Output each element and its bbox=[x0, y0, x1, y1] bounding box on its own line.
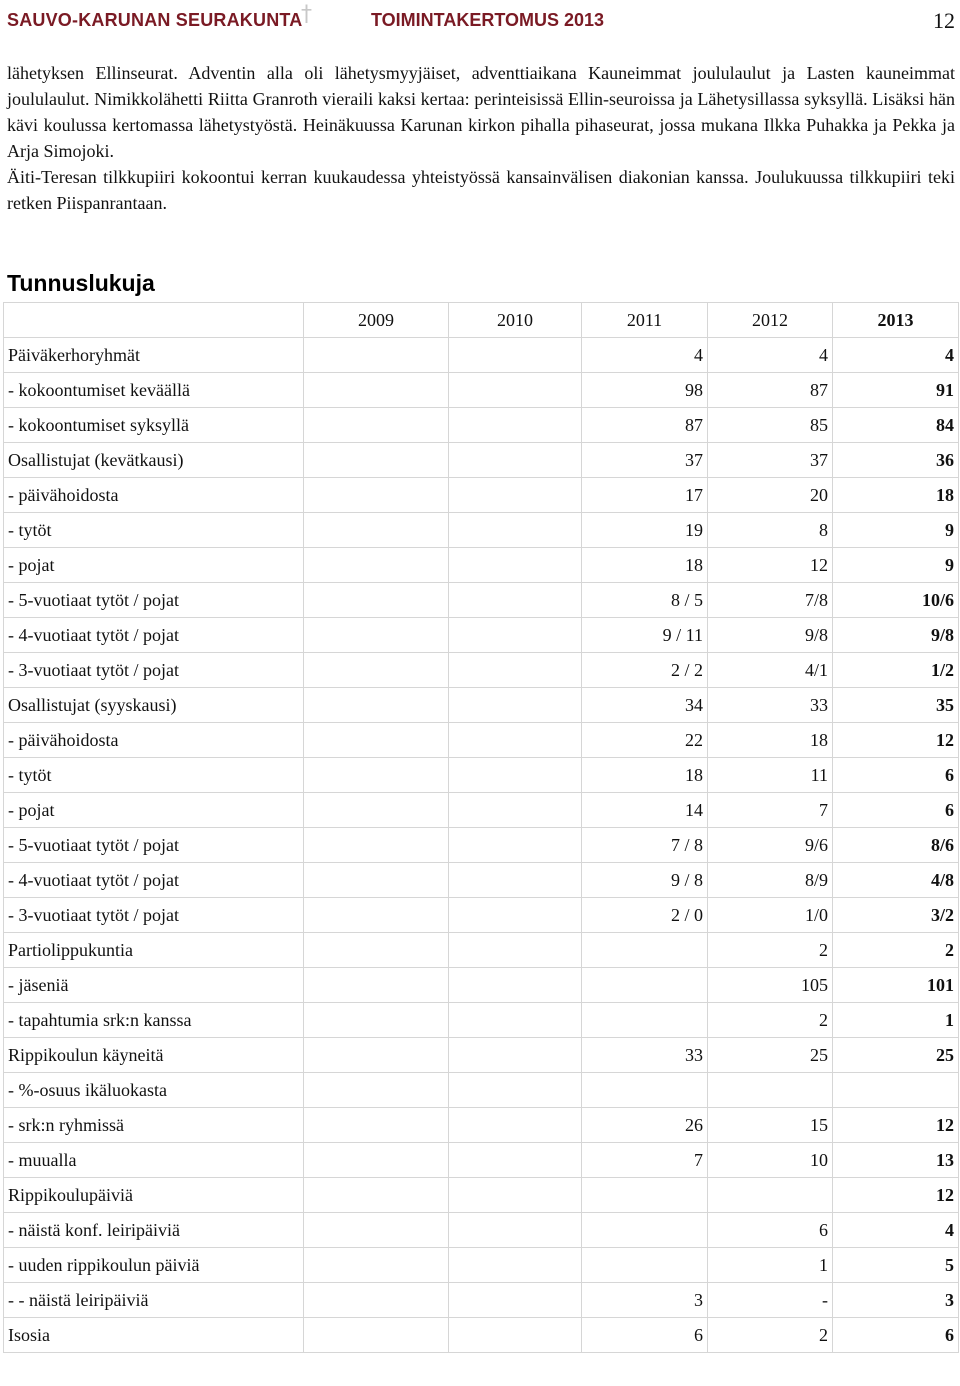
value-cell-2009 bbox=[304, 688, 449, 723]
value-cell-2010 bbox=[449, 723, 582, 758]
value-cell-2013: 8/6 bbox=[833, 828, 959, 863]
value-cell-2012: 105 bbox=[708, 968, 833, 1003]
table-row bbox=[4, 513, 959, 548]
value-cell-2009 bbox=[304, 618, 449, 653]
value-cell-2013: 9 bbox=[833, 548, 959, 583]
value-cell-2009 bbox=[304, 723, 449, 758]
row-label: - 3-vuotiaat tytöt / pojat bbox=[4, 653, 304, 688]
table-row bbox=[4, 1143, 959, 1178]
table-row bbox=[4, 1178, 959, 1213]
table-row bbox=[4, 1318, 959, 1353]
value-cell-2009 bbox=[304, 1248, 449, 1283]
value-cell-2010 bbox=[449, 408, 582, 443]
value-cell-2011: 7 bbox=[582, 1143, 708, 1178]
value-cell-2012: - bbox=[708, 1283, 833, 1318]
value-cell-2009 bbox=[304, 1213, 449, 1248]
value-cell-2011 bbox=[582, 1003, 708, 1038]
value-cell-2010 bbox=[449, 1178, 582, 1213]
value-cell-2013: 4 bbox=[833, 1213, 959, 1248]
value-cell-2011 bbox=[582, 933, 708, 968]
value-cell-2012: 87 bbox=[708, 373, 833, 408]
value-cell-2013: 3 bbox=[833, 1283, 959, 1318]
table-row bbox=[4, 653, 959, 688]
row-label: - päivähoidosta bbox=[4, 478, 304, 513]
value-cell-2011: 33 bbox=[582, 1038, 708, 1073]
value-cell-2010 bbox=[449, 1108, 582, 1143]
value-cell-2009 bbox=[304, 1038, 449, 1073]
table-row bbox=[4, 1283, 959, 1318]
value-cell-2010 bbox=[449, 338, 582, 373]
value-cell-2012: 85 bbox=[708, 408, 833, 443]
value-cell-2010 bbox=[449, 1318, 582, 1353]
table-row bbox=[4, 863, 959, 898]
value-cell-2013: 101 bbox=[833, 968, 959, 1003]
value-cell-2011: 18 bbox=[582, 758, 708, 793]
value-cell-2011: 17 bbox=[582, 478, 708, 513]
row-label: - 5-vuotiaat tytöt / pojat bbox=[4, 828, 304, 863]
value-cell-2010 bbox=[449, 688, 582, 723]
table-row bbox=[4, 373, 959, 408]
value-cell-2011: 9 / 11 bbox=[582, 618, 708, 653]
value-cell-2013: 12 bbox=[833, 1108, 959, 1143]
row-label: - srk:n ryhmissä bbox=[4, 1108, 304, 1143]
header-cell-empty bbox=[4, 303, 304, 338]
row-label: - pojat bbox=[4, 793, 304, 828]
value-cell-2011: 87 bbox=[582, 408, 708, 443]
value-cell-2009 bbox=[304, 478, 449, 513]
value-cell-2011: 98 bbox=[582, 373, 708, 408]
value-cell-2010 bbox=[449, 1038, 582, 1073]
value-cell-2013: 25 bbox=[833, 1038, 959, 1073]
row-label: - 5-vuotiaat tytöt / pojat bbox=[4, 583, 304, 618]
table-row bbox=[4, 1213, 959, 1248]
value-cell-2009 bbox=[304, 758, 449, 793]
value-cell-2011: 3 bbox=[582, 1283, 708, 1318]
row-label: - 4-vuotiaat tytöt / pojat bbox=[4, 618, 304, 653]
value-cell-2009 bbox=[304, 898, 449, 933]
year-header: 2012 bbox=[708, 303, 833, 338]
row-label: Partiolippukuntia bbox=[4, 933, 304, 968]
table-row bbox=[4, 1108, 959, 1143]
value-cell-2009 bbox=[304, 443, 449, 478]
value-cell-2012: 2 bbox=[708, 1318, 833, 1353]
row-label: Isosia bbox=[4, 1318, 304, 1353]
value-cell-2013: 36 bbox=[833, 443, 959, 478]
paragraph: lähetyksen Ellinseurat. Adventin alla oli lähetysmyyjäiset, adventtiaikana Kauneimmat joululaulut ja Lasten kauneimmat joululaulut. Nimikkolähetti Riitta Granroth vieraili kaksi kertaa: perinteisissä Ellin-seuroissa ja Lähetysillassa syksyllä. Lisäksi hän kävi koulussa kertomassa lähetystyöstä. Heinäkuussa Karunan kirkon pihalla pihaseurat, jossa mukana Ilkka Puhakka ja Pekka ja Arja Simojoki. bbox=[7, 63, 955, 161]
row-label: - kokoontumiset syksyllä bbox=[4, 408, 304, 443]
row-label: - 3-vuotiaat tytöt / pojat bbox=[4, 898, 304, 933]
value-cell-2012: 7/8 bbox=[708, 583, 833, 618]
value-cell-2010 bbox=[449, 618, 582, 653]
value-cell-2011: 6 bbox=[582, 1318, 708, 1353]
value-cell-2010 bbox=[449, 1143, 582, 1178]
value-cell-2013: 6 bbox=[833, 793, 959, 828]
value-cell-2011 bbox=[582, 1178, 708, 1213]
value-cell-2011: 19 bbox=[582, 513, 708, 548]
table-row bbox=[4, 548, 959, 583]
table-row bbox=[4, 828, 959, 863]
value-cell-2009 bbox=[304, 793, 449, 828]
value-cell-2013: 4/8 bbox=[833, 863, 959, 898]
value-cell-2013: 3/2 bbox=[833, 898, 959, 933]
value-cell-2013: 9/8 bbox=[833, 618, 959, 653]
value-cell-2009 bbox=[304, 1283, 449, 1318]
value-cell-2009 bbox=[304, 653, 449, 688]
value-cell-2013: 4 bbox=[833, 338, 959, 373]
value-cell-2010 bbox=[449, 373, 582, 408]
row-label: - uuden rippikoulun päiviä bbox=[4, 1248, 304, 1283]
value-cell-2013: 10/6 bbox=[833, 583, 959, 618]
value-cell-2010 bbox=[449, 513, 582, 548]
table-row bbox=[4, 758, 959, 793]
value-cell-2011: 8 / 5 bbox=[582, 583, 708, 618]
row-label: - - näistä leiripäiviä bbox=[4, 1283, 304, 1318]
row-label: - tytöt bbox=[4, 513, 304, 548]
value-cell-2012: 10 bbox=[708, 1143, 833, 1178]
value-cell-2012: 37 bbox=[708, 443, 833, 478]
year-header: 2010 bbox=[449, 303, 582, 338]
value-cell-2010 bbox=[449, 968, 582, 1003]
value-cell-2012: 7 bbox=[708, 793, 833, 828]
row-label: - näistä konf. leiripäiviä bbox=[4, 1213, 304, 1248]
row-label: - tapahtumia srk:n kanssa bbox=[4, 1003, 304, 1038]
value-cell-2012: 9/8 bbox=[708, 618, 833, 653]
table-row bbox=[4, 338, 959, 373]
value-cell-2013: 1 bbox=[833, 1003, 959, 1038]
table-row bbox=[4, 583, 959, 618]
value-cell-2013: 12 bbox=[833, 723, 959, 758]
row-label: Päiväkerhoryhmät bbox=[4, 338, 304, 373]
value-cell-2010 bbox=[449, 548, 582, 583]
row-label: - kokoontumiset keväällä bbox=[4, 373, 304, 408]
value-cell-2011: 2 / 2 bbox=[582, 653, 708, 688]
row-label: Rippikoulun käyneitä bbox=[4, 1038, 304, 1073]
value-cell-2012: 2 bbox=[708, 933, 833, 968]
value-cell-2013: 5 bbox=[833, 1248, 959, 1283]
value-cell-2011 bbox=[582, 1213, 708, 1248]
cross-icon: † bbox=[301, 2, 312, 27]
value-cell-2010 bbox=[449, 758, 582, 793]
year-header: 2009 bbox=[304, 303, 449, 338]
table-row bbox=[4, 688, 959, 723]
value-cell-2013: 13 bbox=[833, 1143, 959, 1178]
value-cell-2013: 18 bbox=[833, 478, 959, 513]
table-row bbox=[4, 968, 959, 1003]
value-cell-2011: 14 bbox=[582, 793, 708, 828]
value-cell-2011: 4 bbox=[582, 338, 708, 373]
value-cell-2012: 2 bbox=[708, 1003, 833, 1038]
value-cell-2011: 18 bbox=[582, 548, 708, 583]
table-row bbox=[4, 1073, 959, 1108]
value-cell-2011: 22 bbox=[582, 723, 708, 758]
value-cell-2010 bbox=[449, 1248, 582, 1283]
value-cell-2012 bbox=[708, 1178, 833, 1213]
row-label: Osallistujat (kevätkausi) bbox=[4, 443, 304, 478]
value-cell-2009 bbox=[304, 863, 449, 898]
value-cell-2012: 15 bbox=[708, 1108, 833, 1143]
value-cell-2009 bbox=[304, 1178, 449, 1213]
value-cell-2009 bbox=[304, 828, 449, 863]
year-header: 2011 bbox=[582, 303, 708, 338]
value-cell-2012: 25 bbox=[708, 1038, 833, 1073]
page-number: 12 bbox=[933, 8, 955, 33]
table-row bbox=[4, 723, 959, 758]
value-cell-2011: 2 / 0 bbox=[582, 898, 708, 933]
row-label: - 4-vuotiaat tytöt / pojat bbox=[4, 863, 304, 898]
value-cell-2013 bbox=[833, 1073, 959, 1108]
table-header-row bbox=[4, 303, 959, 338]
table-row bbox=[4, 618, 959, 653]
value-cell-2010 bbox=[449, 478, 582, 513]
row-label: - päivähoidosta bbox=[4, 723, 304, 758]
value-cell-2010 bbox=[449, 583, 582, 618]
value-cell-2012: 1 bbox=[708, 1248, 833, 1283]
value-cell-2012: 4/1 bbox=[708, 653, 833, 688]
value-cell-2012: 8 bbox=[708, 513, 833, 548]
value-cell-2012: 20 bbox=[708, 478, 833, 513]
value-cell-2009 bbox=[304, 513, 449, 548]
value-cell-2013: 91 bbox=[833, 373, 959, 408]
value-cell-2011 bbox=[582, 968, 708, 1003]
value-cell-2009 bbox=[304, 583, 449, 618]
value-cell-2009 bbox=[304, 933, 449, 968]
page-header bbox=[7, 2, 957, 36]
row-label: - pojat bbox=[4, 548, 304, 583]
value-cell-2010 bbox=[449, 1213, 582, 1248]
value-cell-2011: 26 bbox=[582, 1108, 708, 1143]
value-cell-2010 bbox=[449, 898, 582, 933]
value-cell-2011 bbox=[582, 1073, 708, 1108]
value-cell-2010 bbox=[449, 793, 582, 828]
body-text bbox=[7, 60, 955, 216]
value-cell-2012 bbox=[708, 1073, 833, 1108]
value-cell-2011: 34 bbox=[582, 688, 708, 723]
parish-name: SAUVO-KARUNAN SEURAKUNTA bbox=[7, 10, 303, 30]
value-cell-2011: 7 / 8 bbox=[582, 828, 708, 863]
value-cell-2009 bbox=[304, 1108, 449, 1143]
value-cell-2010 bbox=[449, 828, 582, 863]
section-title: Tunnuslukuja bbox=[7, 270, 155, 296]
value-cell-2012: 33 bbox=[708, 688, 833, 723]
table-row bbox=[4, 443, 959, 478]
value-cell-2012: 4 bbox=[708, 338, 833, 373]
row-label: - jäseniä bbox=[4, 968, 304, 1003]
year-header: 2013 bbox=[833, 303, 959, 338]
row-label: Rippikoulupäiviä bbox=[4, 1178, 304, 1213]
value-cell-2012: 8/9 bbox=[708, 863, 833, 898]
value-cell-2013: 2 bbox=[833, 933, 959, 968]
report-title: TOIMINTAKERTOMUS 2013 bbox=[371, 10, 605, 30]
value-cell-2013: 9 bbox=[833, 513, 959, 548]
value-cell-2009 bbox=[304, 548, 449, 583]
table-row bbox=[4, 478, 959, 513]
value-cell-2010 bbox=[449, 1003, 582, 1038]
value-cell-2013: 6 bbox=[833, 758, 959, 793]
row-label: - tytöt bbox=[4, 758, 304, 793]
value-cell-2009 bbox=[304, 1073, 449, 1108]
value-cell-2012: 12 bbox=[708, 548, 833, 583]
value-cell-2009 bbox=[304, 408, 449, 443]
value-cell-2010 bbox=[449, 863, 582, 898]
value-cell-2012: 11 bbox=[708, 758, 833, 793]
table-row bbox=[4, 898, 959, 933]
value-cell-2011: 37 bbox=[582, 443, 708, 478]
value-cell-2012: 18 bbox=[708, 723, 833, 758]
value-cell-2012: 6 bbox=[708, 1213, 833, 1248]
value-cell-2012: 1/0 bbox=[708, 898, 833, 933]
table-row bbox=[4, 793, 959, 828]
value-cell-2011 bbox=[582, 1248, 708, 1283]
value-cell-2010 bbox=[449, 443, 582, 478]
table-row bbox=[4, 408, 959, 443]
value-cell-2013: 35 bbox=[833, 688, 959, 723]
value-cell-2011: 9 / 8 bbox=[582, 863, 708, 898]
row-label: Osallistujat (syyskausi) bbox=[4, 688, 304, 723]
paragraph: Äiti-Teresan tilkkupiiri kokoontui kerran kuukaudessa yhteistyössä kansainvälisen diakonian kanssa. Joulukuussa tilkkupiiri teki retken Piispanrantaan. bbox=[7, 167, 955, 213]
value-cell-2013: 6 bbox=[833, 1318, 959, 1353]
value-cell-2013: 84 bbox=[833, 408, 959, 443]
value-cell-2010 bbox=[449, 1283, 582, 1318]
table-row bbox=[4, 933, 959, 968]
value-cell-2010 bbox=[449, 1073, 582, 1108]
value-cell-2012: 9/6 bbox=[708, 828, 833, 863]
value-cell-2013: 12 bbox=[833, 1178, 959, 1213]
row-label: - %-osuus ikäluokasta bbox=[4, 1073, 304, 1108]
table-row bbox=[4, 1038, 959, 1073]
value-cell-2009 bbox=[304, 1143, 449, 1178]
value-cell-2010 bbox=[449, 653, 582, 688]
table-row bbox=[4, 1248, 959, 1283]
value-cell-2009 bbox=[304, 1318, 449, 1353]
value-cell-2009 bbox=[304, 1003, 449, 1038]
statistics-table bbox=[3, 302, 959, 1353]
value-cell-2009 bbox=[304, 968, 449, 1003]
row-label: - muualla bbox=[4, 1143, 304, 1178]
value-cell-2009 bbox=[304, 338, 449, 373]
value-cell-2009 bbox=[304, 373, 449, 408]
table-row bbox=[4, 1003, 959, 1038]
value-cell-2010 bbox=[449, 933, 582, 968]
value-cell-2013: 1/2 bbox=[833, 653, 959, 688]
